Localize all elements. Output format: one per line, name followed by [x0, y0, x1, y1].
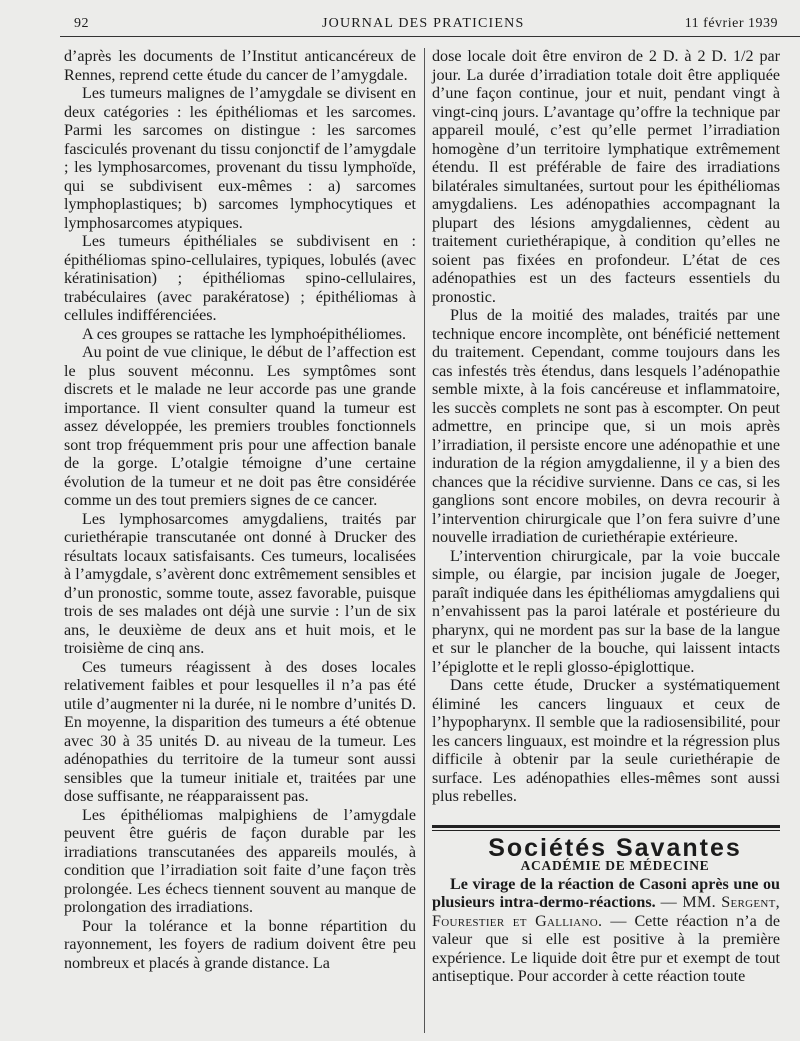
page-header [74, 16, 790, 38]
journal-title: JOURNAL DES PRATICIENS [322, 16, 525, 31]
paragraph: Les tumeurs malignes de l’amygdale se divisent en deux catégories : les épithéliomas et les sarcomes. Parmi les sarcomes on distingue : les sarcomes fasciculés provenant du tissu conjonctif de l’amygdale ; les lymphosarcomes, provenant du tissu lymphoïde, qui se subdivisent eux-mêmes : a) sarcomes lymphoplastiques; b) sarcomes lymphocytiques et lymphosarcomes atypiques. [64, 85, 416, 232]
paragraph: A ces groupes se rattache les lymphoépithéliomes. [82, 325, 407, 343]
society-report [432, 876, 780, 987]
right-column [432, 48, 780, 987]
section-heading: Sociétés Savantes [488, 833, 742, 862]
article-title: Le virage de la réaction de Casoni après une ou plusieurs intra-dermo-réactions. [432, 875, 780, 911]
paragraph: Les lymphosarcomes amygdaliens, traités par curiethérapie transcutanée ont donné à Drucker des résultats locaux satisfaisants. Ces tumeurs, localisées à l’amygdale, s’avèrent donc extrêmement sensibles et d’un pronostic, somme toute, assez favorable, puisque trois de ses malades ont déjà une survie : l’un de six ans, le deuxième de deux ans et huit mois, et le troisième de cinq ans. [64, 510, 416, 657]
paragraph: Ces tumeurs réagissent à des doses locales relativement faibles et pour lesquelles il n’a pas été utile d’augmenter ni la durée, ni le nombre d’unités D. En moyenne, la disparition des tumeurs a été obtenue avec 30 à 35 unités D. au niveau de la tumeur. Les adénopathies du territoire de la tumeur sont aussi sensibles que la tumeur initiale et, traitées par une dose suffisante, ne réapparaissent pas. [64, 658, 416, 805]
paragraph: dose locale doit être environ de 2 D. à 2 D. 1/2 par jour. La durée d’irradiation totale doit être appliquée d’une façon continue, jour et nuit, pendant vingt à vingt-cinq jours. L’avantage qu’offre la technique par appareil moulé, c’est qu’elle permet l’irradiation homogène d’un territoire lymphatique extrêmement étendu. Il est préférable de faire des irradiations bilatérales simultanées, surtout pour les épithéliomas amygdaliens. Les adénopathies accompagnant la plupart des lésions amygdaliennes, cèdent au traitement curiethérapique, à condition qu’elles ne soient pas fixées en profondeur. L’état de ces adénopathies est un des facteurs essentiels du pronostic. [432, 48, 780, 306]
section-divider [432, 825, 780, 831]
paragraph: Au point de vue clinique, le début de l’affection est le plus souvent méconnu. Les symptômes sont discrets et le malade ne leur accorde pas une grande importance. Il vient consulter quand la tumeur est assez développée, les premiers troubles fonctionnels sont trop fréquemment pris pour une affection banale de la gorge. L’otalgie témoigne d’une certaine évolution de la tumeur et ne doit pas être considérée comme un des tout premiers signes de ce cancer. [64, 344, 416, 509]
article-body: — Cette réaction n’a de valeur que si elle est positive à la première expérience. Le liquide doit être pur et exempt de tout antiseptique. Pour accorder à cette réaction toute [432, 912, 780, 985]
paragraph: Les épithéliomas malpighiens de l’amygdale peuvent être guéris de façon durable par les irradiations transcutanées des appareils moulés, à condition que l’irradiation soit faite d’une façon très prolongée. Les échecs tiennent souvent au manque de prolongation des irradiations. [64, 806, 416, 916]
left-column [64, 48, 416, 973]
paragraph: L’intervention chirurgicale, par la voie buccale simple, ou élargie, par incision jugale de Joeger, paraît indiquée dans les épithéliomas amygdaliens qui n’envahissent pas la paroi latérale et postérieure du pharynx, qui ne mordent pas sur la base de la langue et sur le plancher de la bouche, qui laissent intacts l’épiglotte et le repli glosso-épiglottique. [432, 547, 780, 676]
academy-heading: ACADÉMIE DE MÉDECINE [520, 858, 710, 873]
column-divider [424, 48, 425, 1033]
issue-date: 11 février 1939 [684, 16, 778, 31]
header-rule [60, 36, 800, 37]
article-authors: — MM. Sergent, Fourestier et Galliano. [432, 894, 780, 930]
paragraph: Pour la tolérance et la bonne répartition du rayonnement, les foyers de radium doivent être peu nombreux et placés à grande distance. La [64, 917, 416, 972]
page-number: 92 [74, 16, 89, 31]
paragraph: Les tumeurs épithéliales se subdivisent en : épithéliomas spino-cellulaires, typiques, lobulés (avec kératinisation) ; épithéliomas spino-cellulaires, trabéculaires (avec parakératose) ; épithéliomas à cellules indifférenciées. [64, 233, 416, 324]
paragraph: Plus de la moitié des malades, traités par une technique encore incomplète, ont bénéficié nettement du traitement. Cependant, comme toujours dans les cas infestés très étendus, dans lesquels l’adénopathie semble mixte, à la fois cancéreuse et inflammatoire, les succès complets ne sont pas à escompter. On peut admettre, en principe que, si un mois après l’irradiation, il persiste encore une adénopathie et une induration de la région amygdalienne, il y a bien des chances que la récidive survienne. Dans ce cas, si les ganglions sont encore mobiles, on devra recourir à l’intervention chirurgicale que l’on fera suivre d’une nouvelle irradiation de curiethérapie extérieure. [432, 307, 780, 546]
paragraph: d’après les documents de l’Institut anticancéreux de Rennes, reprend cette étude du cancer de l’amygdale. [64, 48, 416, 84]
paragraph: Dans cette étude, Drucker a systématiquement éliminé les cancers linguaux et ceux de l’hypopharynx. Il semble que la radiosensibilité, pour les cancers linguaux, est moindre et la régression plus difficile à obtenir par la seule curiethérapie de surface. Les adénopathies elles-mêmes sont aussi plus rebelles. [432, 677, 780, 805]
